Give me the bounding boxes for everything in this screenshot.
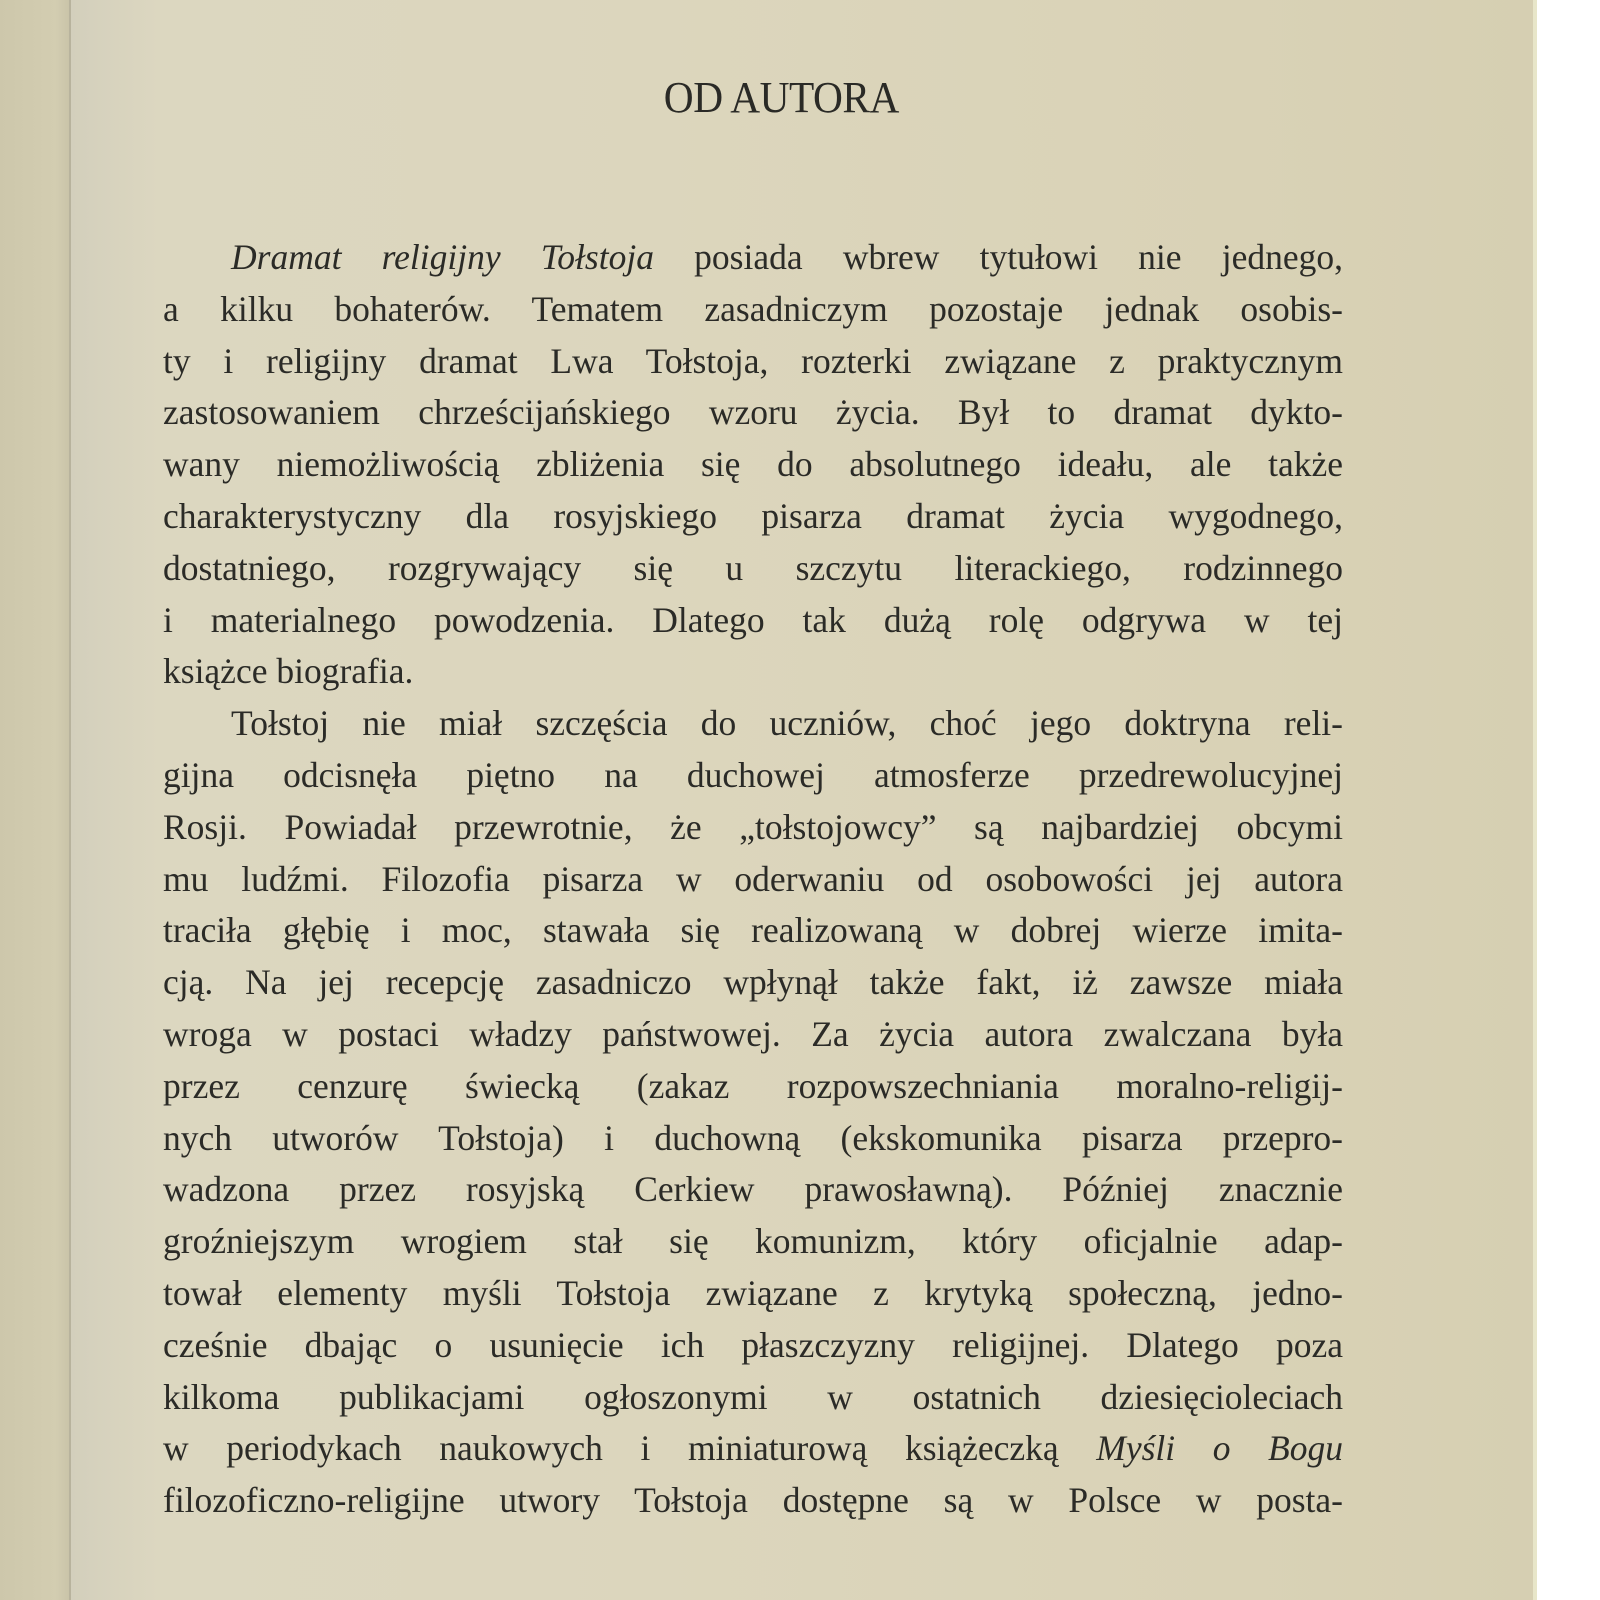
text-segment: posiada wbrew tytułowi nie jednego, [653,237,1343,277]
text-segment: a kilku bohaterów. Tematem zasadniczym pozostaje jednak osobis- [163,288,1343,329]
italic-title: Myśli o Bogu [1096,1428,1343,1469]
text-segment: kilkoma publikacjami ogłoszonymi w ostatnich dziesięcioleciach [163,1376,1343,1417]
book-page [71,0,1535,1600]
text-line [163,905,1343,957]
adjacent-page-edge [0,0,70,1600]
text-segment: wany niemożliwością zbliżenia się do absolutnego ideału, ale także [163,444,1343,485]
text-segment: tował elementy myśli Tołstoja związane z krytyką społeczną, jedno- [163,1272,1343,1313]
text-segment: i materialnego powodzenia. Dlatego tak dużą rolę odgrywa w tej [163,599,1343,640]
text-segment: filozoficzno-religijne utwory Tołstoja dostępne są w Polsce w posta- [163,1480,1343,1521]
text-line [163,1372,1343,1424]
text-segment: dostatniego, rozgrywający się u szczytu literackiego, rodzinnego [163,547,1343,588]
text-segment: ty i religijny dramat Lwa Tołstoja, rozterki związane z praktycznym [163,340,1343,381]
text-line [163,1320,1343,1372]
text-segment: cześnie dbając o usunięcie ich płaszczyzny religijnej. Dlatego poza [163,1324,1343,1365]
page-right-edge [1533,0,1537,1600]
text-line [163,491,1343,543]
text-line [163,1475,1343,1527]
text-segment: charakterystyczny dla rosyjskiego pisarza dramat życia wygodnego, [163,495,1343,536]
text-line [163,284,1343,336]
text-line [163,750,1343,802]
text-line [163,1423,1343,1475]
text-line [163,595,1343,647]
text-segment: traciła głębię i moc, stawała się realizowaną w dobrej wierze imita- [163,910,1343,951]
text-line [163,698,1343,750]
text-segment: cją. Na jej recepcję zasadniczo wpłynął także fakt, iż zawsze miała [163,962,1343,1003]
text-segment: Tołstoj nie miał szczęścia do uczniów, choć jego doktryna reli- [231,703,1343,744]
text-segment: zastosowaniem chrześcijańskiego wzoru życia. Był to dramat dykto- [163,392,1343,433]
text-line [163,1216,1343,1268]
text-segment: wadzona przez rosyjską Cerkiew prawosławną). Później znacznie [163,1169,1343,1210]
text-segment: przez cenzurę świecką (zakaz rozpowszechniania moralno-religij- [163,1065,1343,1106]
italic-title: Dramat religijny Tołstoja [231,237,654,277]
text-segment: wroga w postaci władzy państwowej. Za życia autora zwalczana była [163,1013,1343,1054]
text-line [163,957,1343,1009]
text-segment: gijna odcisnęła piętno na duchowej atmosferze przedrewolucyjnej [163,754,1343,795]
text-line [163,232,1343,284]
text-line [163,1009,1343,1061]
text-line [163,387,1343,439]
text-segment: Rosji. Powiadał przewrotnie, że „tołstojowcy” są najbardziej obcymi [163,806,1343,847]
text-line [163,336,1343,388]
text-segment: nych utworów Tołstoja) i duchowną (ekskomunika pisarza przepro- [163,1117,1343,1158]
text-segment: groźniejszym wrogiem stał się komunizm, który oficjalnie adap- [163,1221,1343,1262]
paragraph [163,698,1343,1527]
text-line [163,802,1343,854]
text-segment: w periodykach naukowych i miniaturową książeczką [163,1428,1097,1469]
chapter-title: OD AUTORA [663,73,899,122]
text-line [163,1061,1343,1113]
body-text [163,232,1343,1527]
text-line [163,439,1343,491]
paragraph [163,232,1343,698]
text-segment: mu ludźmi. Filozofia pisarza w oderwaniu od osobowości jej autora [163,858,1343,899]
text-line [163,854,1343,906]
text-segment: książce biografia. [163,651,414,692]
text-line [163,646,1343,698]
text-line [163,1113,1343,1165]
text-line [163,1164,1343,1216]
text-line [163,1268,1343,1320]
text-line [163,543,1343,595]
